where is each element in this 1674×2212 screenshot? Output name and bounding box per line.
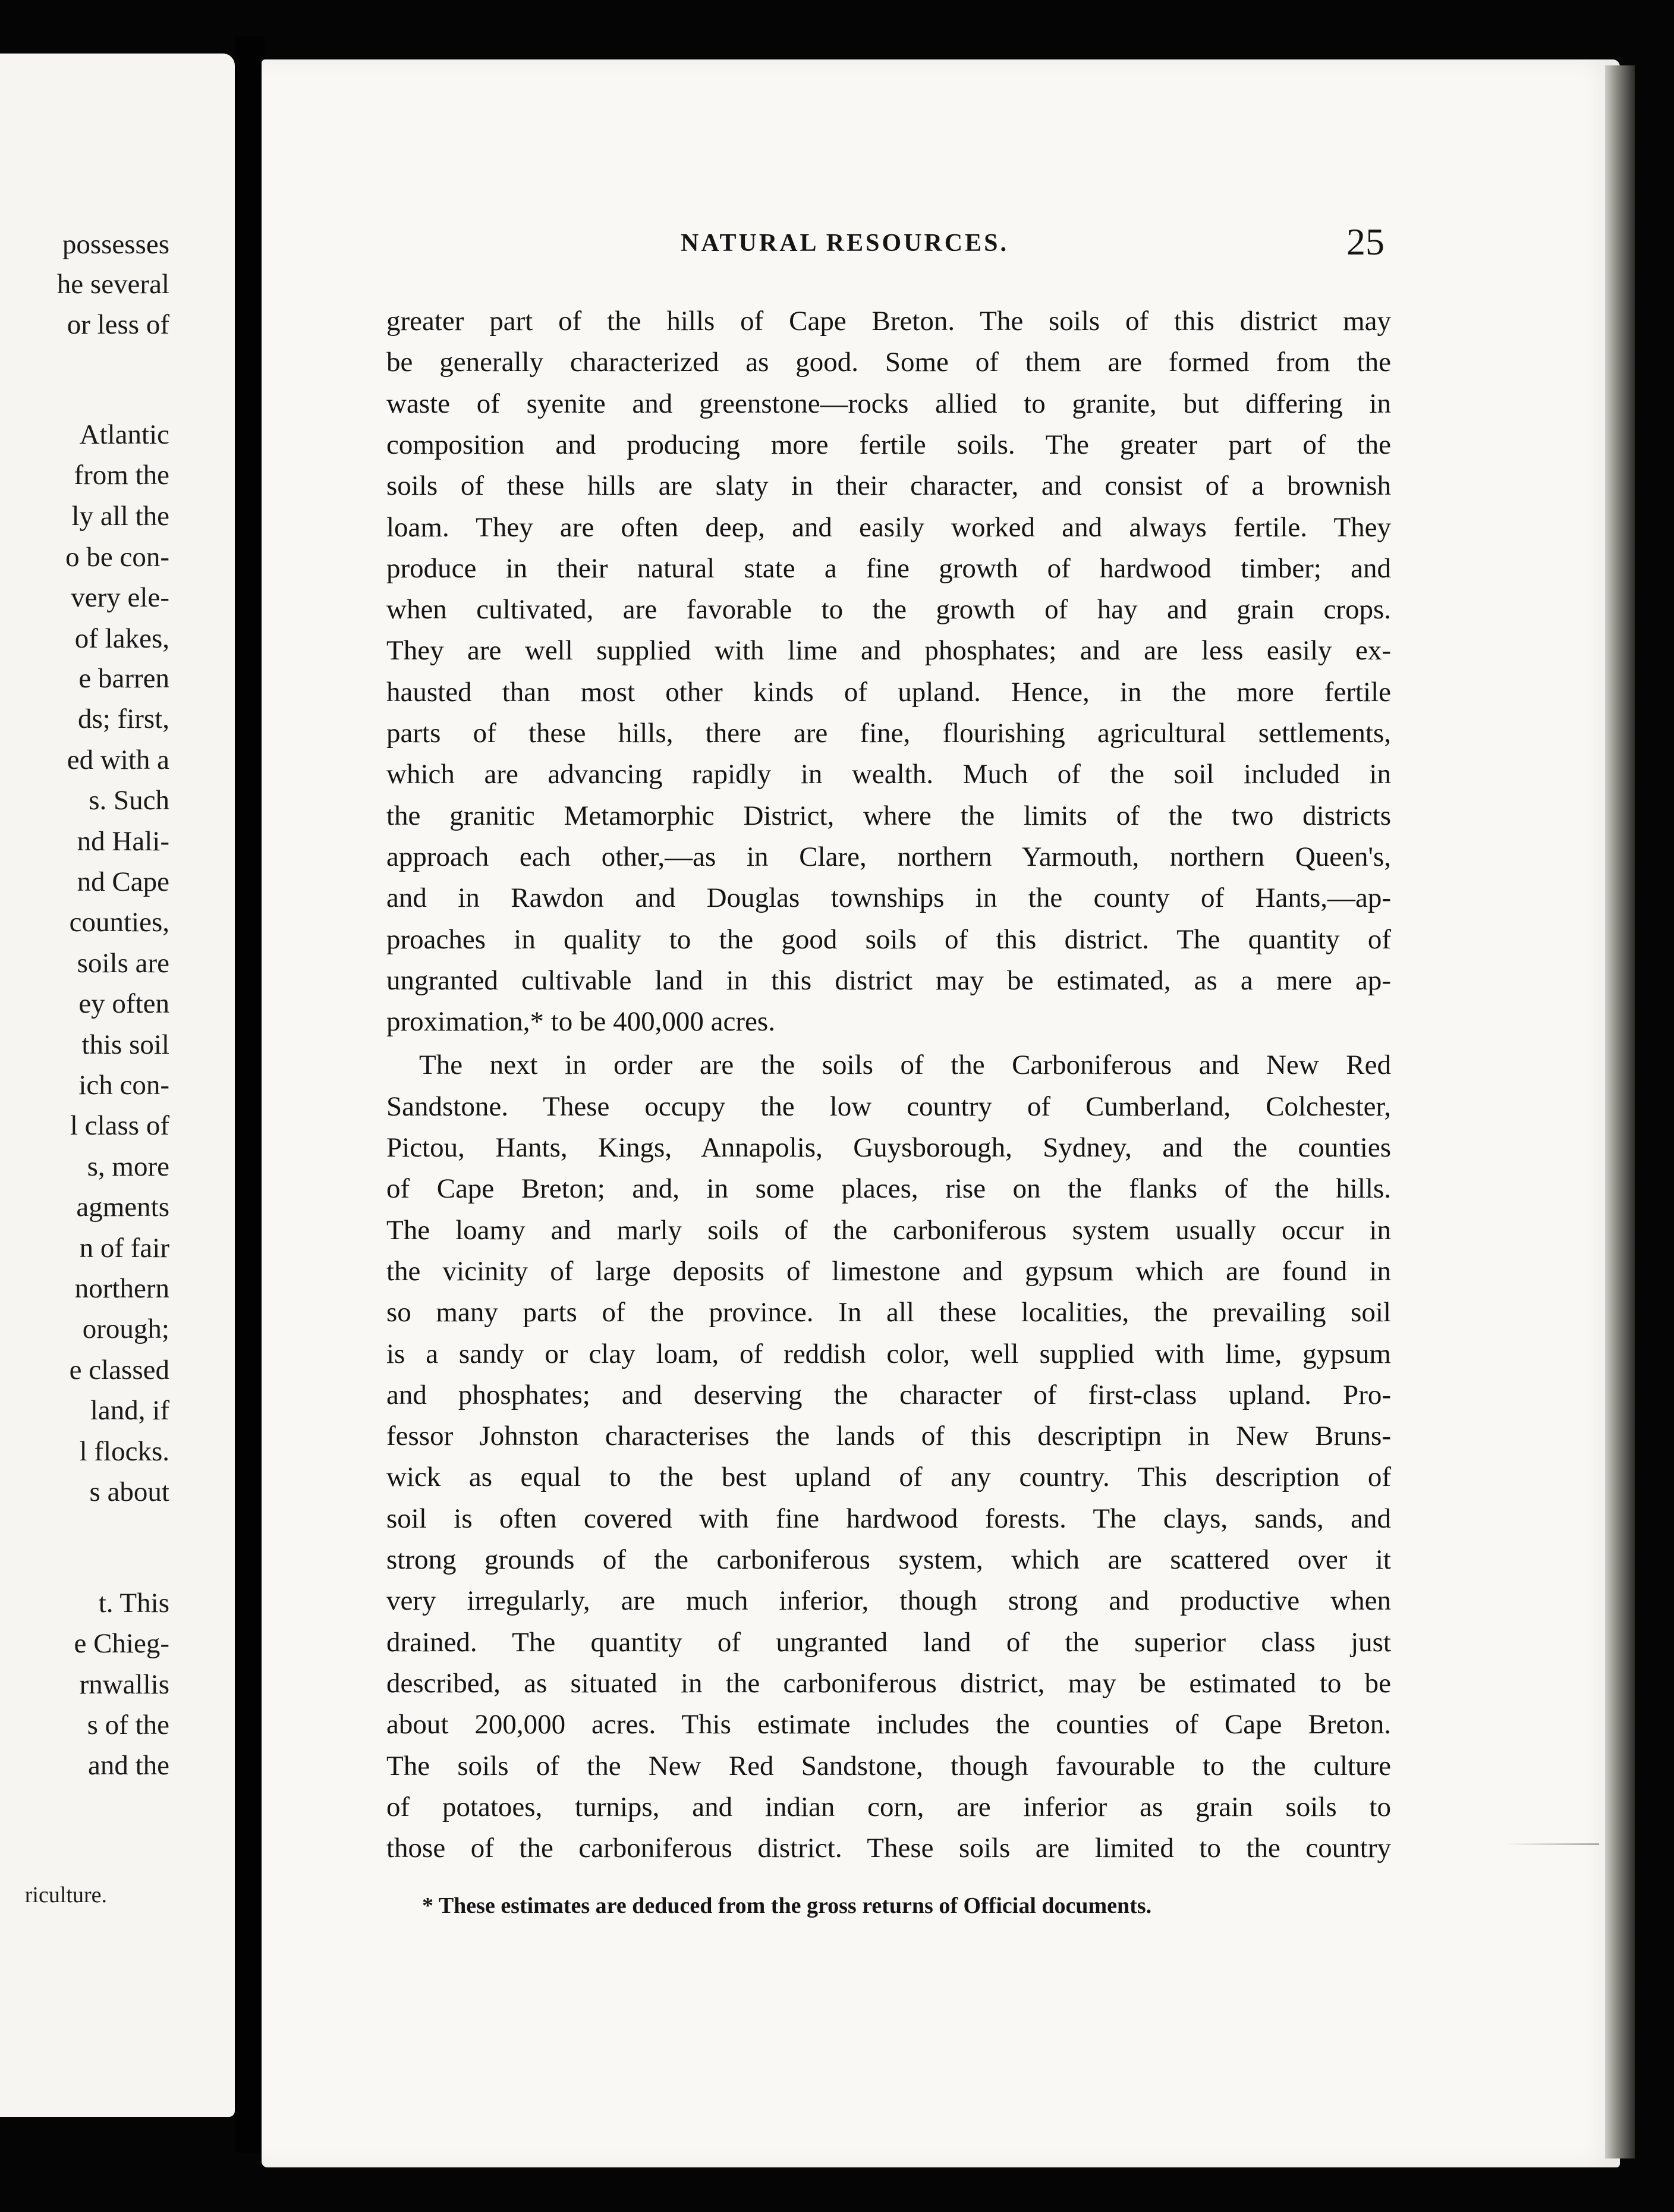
left-page-line: ed with a [67,744,169,775]
left-page-line: ds; first, [77,703,169,734]
left-page-line: e classed [69,1355,169,1385]
body-line: parts of these hills, there are fine, flourishing agricultural settlements, [386,718,1391,749]
left-page-tail-line: riculture. [24,1883,107,1908]
left-page-line: very ele- [71,582,169,613]
body-line: waste of syenite and greenstone—rocks allied to granite, but differing in [386,388,1391,419]
left-page-line: nd Hali- [77,826,169,857]
body-line: drained. The quantity of ungranted land of the superior class just [386,1627,1391,1658]
running-title: NATURAL RESOURCES. [681,230,1009,257]
left-page-line: s, more [87,1151,169,1182]
left-page-line: rnwallis [79,1669,169,1700]
left-page-line: e barren [78,663,169,694]
left-page-line: northern [74,1273,169,1304]
body-line: so many parts of the province. In all these localities, the prevailing soil [386,1297,1391,1328]
left-page-line: he several [56,269,169,300]
left-page-line: and the [87,1750,169,1781]
left-page-line: ich con- [78,1070,169,1101]
body-line: described, as situated in the carboniferous district, may be estimated to be [386,1668,1391,1699]
left-page-line: o be con- [65,542,169,573]
left-page-line: orough; [82,1314,169,1344]
body-line: is a sandy or clay loam, of reddish color, well supplied with lime, gypsum [386,1338,1391,1369]
body-line: soils of these hills are slaty in their character, and consist of a brownish [386,470,1391,501]
body-line: ungranted cultivable land in this district may be estimated, as a mere ap- [386,965,1391,996]
body-line: greater part of the hills of Cape Breton. The soils of this district may [386,306,1391,337]
left-page-line: n of fair [79,1233,169,1264]
body-line: wick as equal to the best upland of any country. This description of [386,1462,1391,1493]
body-line: proaches in quality to the good soils of this district. The quantity of [386,924,1391,955]
left-page-line: Atlantic [79,419,169,450]
left-page-line: soils are [77,948,169,979]
body-line: The next in order are the soils of the Carboniferous and New Red [419,1050,1391,1080]
left-page-line: l class of [70,1110,169,1141]
body-line: They are well supplied with lime and phosphates; and are less easily ex- [386,635,1391,666]
body-line: approach each other,—as in Clare, northern Yarmouth, northern Queen's, [386,841,1391,872]
body-line: The loamy and marly soils of the carboniferous system usually occur in [386,1215,1391,1246]
left-page-line: land, if [90,1395,169,1426]
body-line: when cultivated, are favorable to the growth of hay and grain crops. [386,594,1391,625]
left-page-line: l flocks. [79,1436,169,1467]
left-page-line: s about [89,1476,169,1507]
left-page-line: ey often [78,988,169,1019]
body-line: produce in their natural state a fine growth of hardwood timber; and [386,553,1391,584]
body-line: strong grounds of the carboniferous system, which are scattered over it [386,1544,1391,1575]
page-crease-mark [1504,1843,1599,1845]
body-line: Pictou, Hants, Kings, Annapolis, Guysborough, Sydney, and the counties [386,1132,1391,1163]
body-line: of Cape Breton; and, in some places, rise on the flanks of the hills. [386,1173,1391,1204]
body-line: which are advancing rapidly in wealth. Much of the soil included in [386,759,1391,790]
body-line: fessor Johnston characterises the lands of this descriptipn in New Bruns- [386,1421,1391,1451]
page-stack-edge [1605,65,1635,2158]
left-page-line: t. This [98,1588,169,1619]
body-line: the granitic Metamorphic District, where the limits of the two districts [386,800,1391,831]
left-page-line: possesses [62,229,169,260]
left-page-line: s. Such [89,785,169,816]
body-line: the vicinity of large deposits of limestone and gypsum which are found in [386,1256,1391,1287]
left-page-line: or less of [67,309,169,340]
body-line: be generally characterized as good. Some of them are formed from the [386,347,1391,378]
body-line: proximation,* to be 400,000 acres. [386,1006,775,1037]
body-line: very irregularly, are much inferior, though strong and productive when [386,1585,1391,1616]
left-page-line: nd Cape [77,866,169,897]
body-line: about 200,000 acres. This estimate includes the counties of Cape Breton. [386,1709,1391,1740]
left-page-line: s of the [87,1710,169,1740]
left-page-line: from the [74,460,169,491]
body-line: Sandstone. These occupy the low country of Cumberland, Colchester, [386,1091,1391,1122]
book-gutter [235,36,265,2153]
footnote: * These estimates are deduced from the gross returns of Official documents. [422,1893,1152,1918]
body-line: of potatoes, turnips, and indian corn, are inferior as grain soils to [386,1792,1391,1823]
body-line: soil is often covered with fine hardwood forests. The clays, sands, and [386,1503,1391,1534]
body-line: composition and producing more fertile soils. The greater part of the [386,429,1391,460]
body-line: hausted than most other kinds of upland. Hence, in the more fertile [386,677,1391,708]
body-line: and in Rawdon and Douglas townships in the county of Hants,—ap- [386,882,1391,913]
left-page-line: ly all the [71,501,169,532]
left-facing-page [0,54,235,2117]
body-line: and phosphates; and deserving the character of first-class upland. Pro- [386,1380,1391,1410]
left-page-line: counties, [69,907,169,938]
left-page-line: e Chieg- [74,1628,169,1659]
left-page-line: agments [76,1192,169,1223]
body-line: The soils of the New Red Sandstone, though favourable to the culture [386,1751,1391,1781]
left-page-line: of lakes, [74,623,169,654]
left-page-line: this soil [81,1029,169,1060]
page-number: 25 [1346,221,1384,263]
body-line: loam. They are often deep, and easily worked and always fertile. They [386,512,1391,543]
body-line: those of the carboniferous district. These soils are limited to the country [386,1833,1391,1864]
